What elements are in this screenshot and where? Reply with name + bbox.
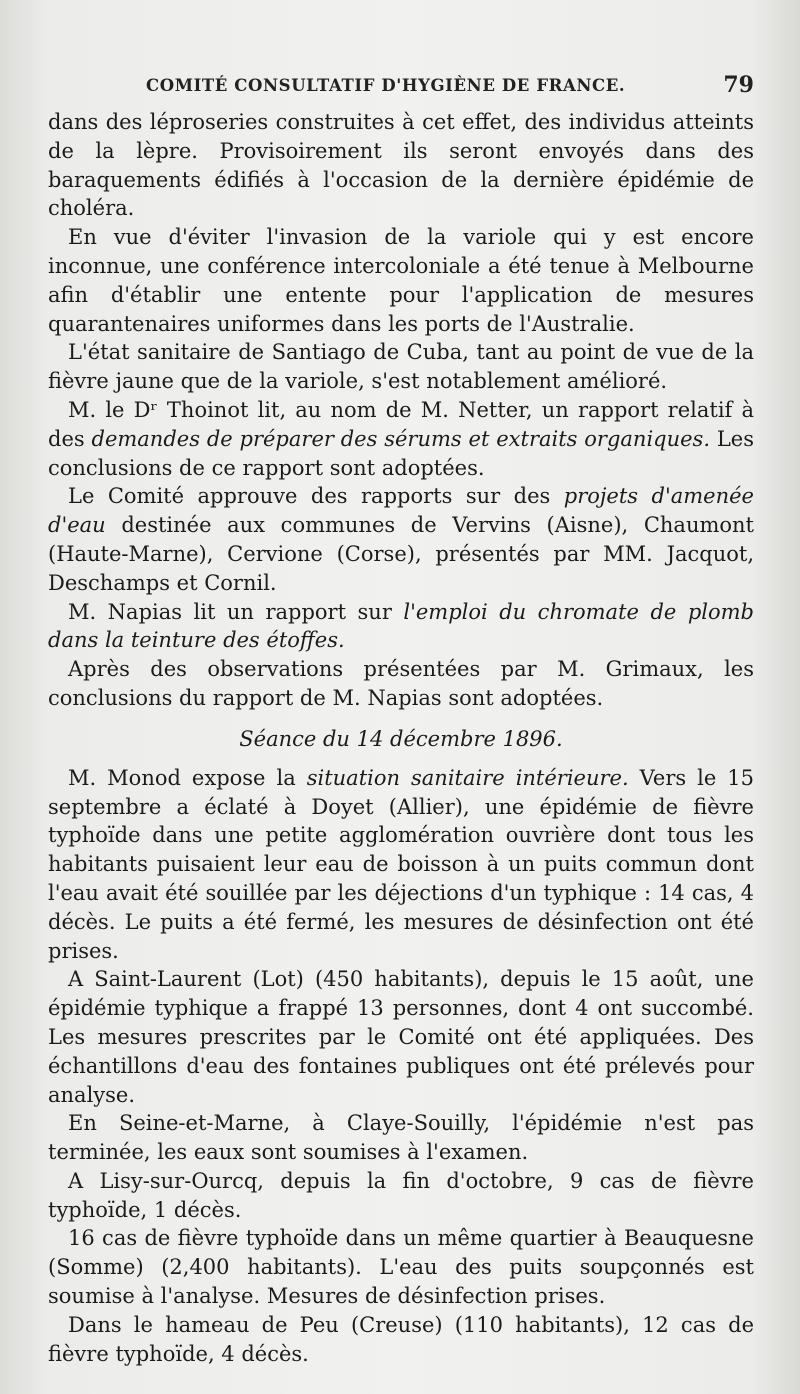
text-run: M. Napias lit un rapport sur: [68, 599, 404, 624]
page-number: 79: [723, 72, 754, 98]
text-run: Vers le 15 septembre a éclaté à Doyet (Allier), une épidémie de fièvre typhoïde dans une petite agglomération ouvrière dont tous les habitants puisaient leur eau de boisson à un puits commun dont l'eau avait été souillée par les déjections d'un typhique : 14 cas, 4 décès. Le puits a été fermé, les mesures de désinfection ont été prises.: [48, 765, 754, 963]
italic-topic: projets d'amenée d'eau: [48, 484, 754, 538]
italic-topic: l'emploi du chromate de plomb dans la teinture des étoffes.: [48, 599, 754, 653]
italic-topic: demandes de préparer des sérums et extraits organiques.: [91, 426, 711, 451]
paragraph-melbourne-conference: En vue d'éviter l'invasion de la variole qui y est encore inconnue, une conférence intercoloniale a été tenue à Melbourne afin d'établir une entente pour l'application de mesures quarantenaires uniformes dans les ports de l'Australie.: [48, 225, 754, 336]
text-run: Le Comité approuve des rapports sur des: [68, 484, 564, 509]
paragraph-claye-souilly: En Seine-et-Marne, à Claye-Souilly, l'épidémie n'est pas terminée, les eaux sont soumises à l'examen.: [48, 1111, 754, 1165]
text-run: M. Monod expose la: [68, 765, 307, 790]
paragraph-napias-report: [48, 598, 754, 656]
paragraph-thoinot-report: [48, 396, 754, 482]
paragraph-leprosy: dans des léproseries construites à cet effet, des individus atteints de la lèpre. Provisoirement ils seront envoyés dans des baraquements édifiés à l'occasion de la dernière épidémie de choléra.: [48, 110, 754, 221]
paragraph-monod-report: [48, 764, 754, 966]
text-run: M. le Dʳ Thoinot lit, au nom de M. Netter, un rapport relatif à des: [48, 397, 754, 451]
paragraph-water-projects: [48, 482, 754, 597]
paragraph-lisy-sur-ourcq: A Lisy-sur-Ourcq, depuis la fin d'octobre, 9 cas de fièvre typhoïde, 1 décès.: [48, 1168, 754, 1222]
running-head: COMITÉ CONSULTATIF D'HYGIÈNE DE FRANCE.: [146, 76, 626, 95]
paragraph-peu-creuse: Dans le hameau de Peu (Creuse) (110 habitants), 12 cas de fièvre typhoïde, 4 décès.: [48, 1312, 754, 1366]
session-heading: Séance du 14 décembre 1896.: [239, 726, 563, 751]
paragraph-saint-laurent: A Saint-Laurent (Lot) (450 habitants), depuis le 15 août, une épidémie typhique a frappé 13 personnes, dont 4 ont succombé. Les mesures prescrites par le Comité ont été appliquées. Des échantillons d'eau des fontaines publiques ont été prélevés pour analyse.: [48, 967, 754, 1107]
page-header: [48, 66, 754, 104]
paragraph-santiago-cuba: L'état sanitaire de Santiago de Cuba, tant au point de vue de la fièvre jaune que de la variole, s'est notablement amélioré.: [48, 340, 754, 394]
text-run: destinée aux communes de Vervins (Aisne), Chaumont (Haute-Marne), Cervione (Corse), présentés par MM. Jacquot, Deschamps et Cornil.: [48, 513, 754, 595]
italic-topic: situation sanitaire intérieure.: [306, 765, 629, 790]
text-run: Les conclusions de ce rapport sont adoptées.: [48, 426, 755, 480]
paragraph-beauquesne: 16 cas de fièvre typhoïde dans un même quartier à Beauquesne (Somme) (2,400 habitants). L'eau des puits soupçonnés est soumise à l'analyse. Mesures de désinfection prises.: [48, 1226, 754, 1309]
paragraph-grimaux-observations: Après des observations présentées par M. Grimaux, les conclusions du rapport de M. Napias sont adoptées.: [48, 657, 754, 710]
body-text: [48, 108, 754, 1368]
